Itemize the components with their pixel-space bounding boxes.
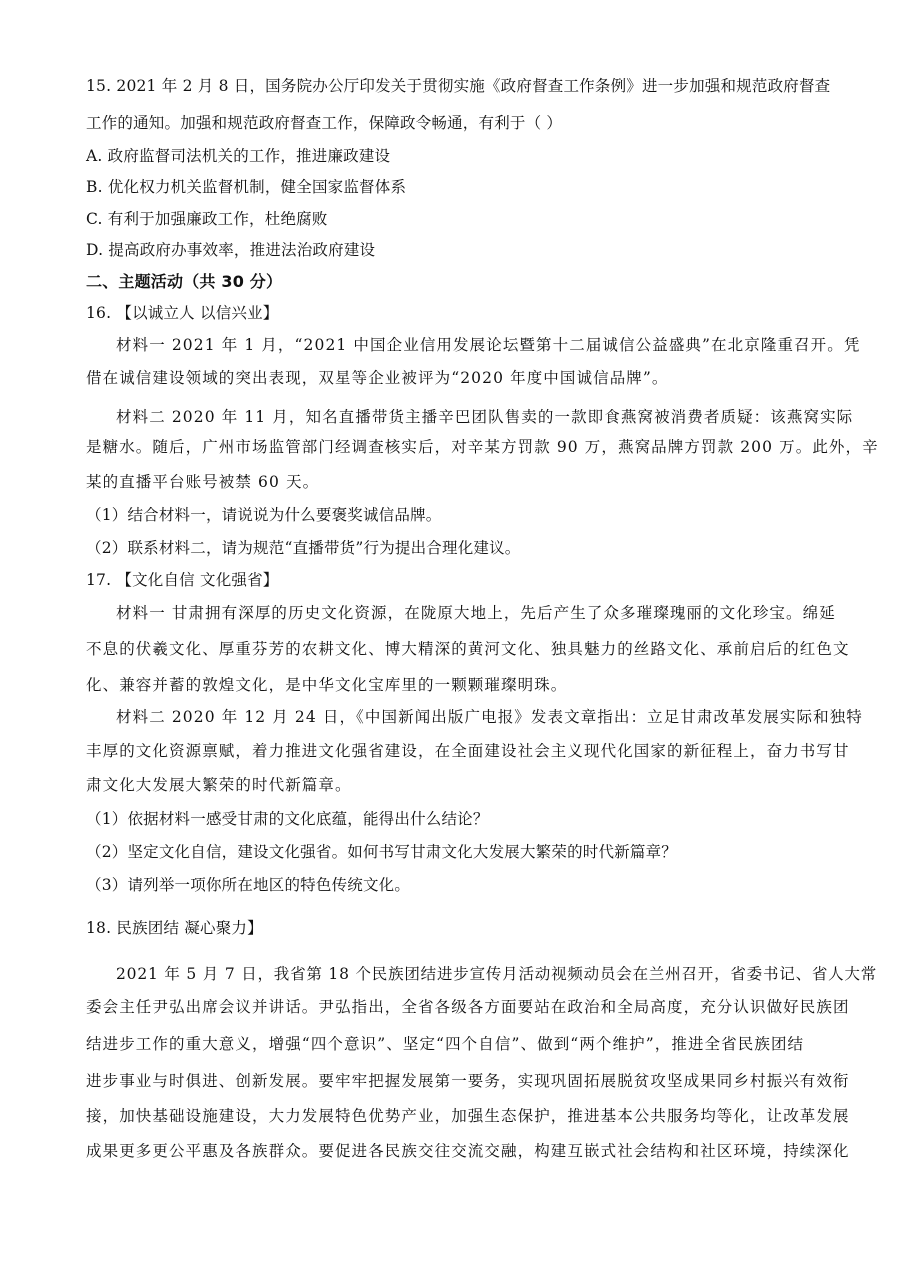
q18-paragraph-line3: 结进步工作的重大意义，增强“四个意识”、坚定“四个自信”、做到“两个维护”，推进全省民族团结 bbox=[86, 1035, 805, 1053]
q15-option-b: B. 优化权力机关监督机制，健全国家监督体系 bbox=[86, 178, 407, 196]
q18-paragraph-line6: 成果更多更公平惠及各族群众。要促进各民族交往交流交融，构建互嵌式社会结构和社区环境，持续深化 bbox=[86, 1142, 850, 1160]
q16-subquestion-2: （2）联系材料二，请为规范“直播带货”行为提出合理化建议。 bbox=[86, 539, 521, 557]
q15-option-a: A. 政府监督司法机关的工作，推进廉政建设 bbox=[86, 147, 391, 165]
q15-stem-line1: 15. 2021 年 2 月 8 日，国务院办公厅印发关于贯彻实施《政府督查工作条例》进一步加强和规范政府督查 bbox=[86, 77, 831, 95]
q18-paragraph-line4: 进步事业与时俱进、创新发展。要牢牢把握发展第一要务，实现巩固拓展脱贫攻坚成果同乡村振兴有效衔 bbox=[86, 1072, 850, 1090]
section-heading: 二、主题活动（共 30 分） bbox=[86, 272, 283, 291]
q16-material2-line1: 材料二 2020 年 11 月，知名直播带货主播辛巴团队售卖的一款即食燕窝被消费者质疑：该燕窝实际 bbox=[116, 408, 854, 426]
q17-material2-line2: 丰厚的文化资源禀赋，着力推进文化强省建设，在全面建设社会主义现代化国家的新征程上，奋力书写甘 bbox=[86, 742, 850, 760]
q17-material1-line3: 化、兼容并蓄的敦煌文化，是中华文化宝库里的一颗颗璀璨明珠。 bbox=[86, 676, 568, 694]
q15-option-d: D. 提高政府办事效率，推进法治政府建设 bbox=[86, 241, 376, 259]
q16-subquestion-1: （1）结合材料一，请说说为什么要褒奖诚信品牌。 bbox=[86, 506, 442, 524]
q18-title: 18. 民族团结 凝心聚力】 bbox=[86, 919, 263, 937]
q18-paragraph-line1: 2021 年 5 月 7 日，我省第 18 个民族团结进步宣传月活动视频动员会在兰州召开，省委书记、省人大常 bbox=[116, 965, 878, 983]
q17-material1-line1: 材料一 甘肃拥有深厚的历史文化资源，在陇原大地上，先后产生了众多璀璨瑰丽的文化珍宝。绵延 bbox=[116, 604, 836, 622]
q17-material2-line1: 材料二 2020 年 12 月 24 日，《中国新闻出版广电报》发表文章指出：立足甘肃改革发展实际和独特 bbox=[116, 708, 863, 726]
q17-subquestion-1: （1）依据材料一感受甘肃的文化底蕴，能得出什么结论？ bbox=[86, 810, 489, 828]
q17-subquestion-2: （2）坚定文化自信，建设文化强省。如何书写甘肃文化大发展大繁荣的时代新篇章？ bbox=[86, 843, 677, 861]
q17-material2-line3: 肃文化大发展大繁荣的时代新篇章。 bbox=[86, 776, 352, 794]
q18-paragraph-line2: 委会主任尹弘出席会议并讲话。尹弘指出，全省各级各方面要站在政治和全局高度，充分认识做好民族团 bbox=[86, 998, 850, 1016]
q17-subquestion-3: （3）请列举一项你所在地区的特色传统文化。 bbox=[86, 876, 411, 894]
q15-option-c: C. 有利于加强廉政工作，杜绝腐败 bbox=[86, 210, 328, 228]
q16-material1-line2: 借在诚信建设领域的突出表现，双星等企业被评为“2020 年度中国诚信品牌”。 bbox=[86, 369, 669, 387]
q16-title: 16. 【以诚立人 以信兴业】 bbox=[86, 304, 279, 322]
q16-material2-line2: 是糖水。随后，广州市场监管部门经调查核实后，对辛某方罚款 90 万，燕窝品牌方罚款 200 万。此外，辛 bbox=[86, 438, 879, 456]
q17-material1-line2: 不息的伏羲文化、厚重芬芳的农耕文化、博大精深的黄河文化、独具魅力的丝路文化、承前启后的红色文 bbox=[86, 640, 850, 658]
q16-material1-line1: 材料一 2021 年 1 月，“2021 中国企业信用发展论坛暨第十二届诚信公益盛典”在北京隆重召开。凭 bbox=[116, 336, 861, 354]
q17-title: 17. 【文化自信 文化强省】 bbox=[86, 571, 279, 589]
q16-material2-line3: 某的直播平台账号被禁 60 天。 bbox=[86, 473, 320, 491]
q18-paragraph-line5: 接，加快基础设施建设，大力发展特色优势产业，加强生态保护，推进基本公共服务均等化，让改革发展 bbox=[86, 1107, 850, 1125]
q15-stem-line2: 工作的通知。加强和规范政府督查工作，保障政令畅通，有利于（ ） bbox=[86, 114, 563, 132]
